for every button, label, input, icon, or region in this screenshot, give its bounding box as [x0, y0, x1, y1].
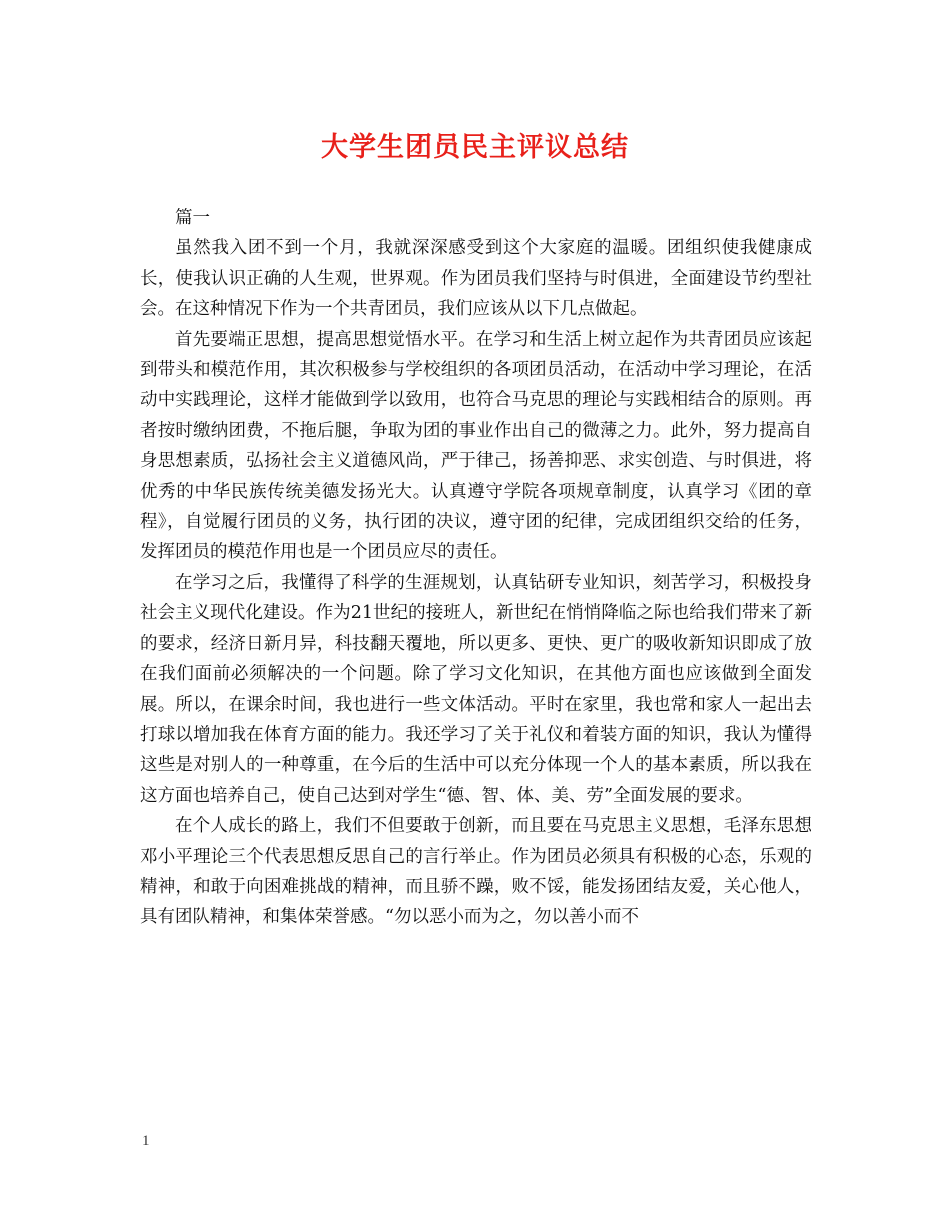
paragraph-4: 在个人成长的路上，我们不但要敢于创新，而且要在马克思主义思想，毛泽东思想邓小平理论三个代表思想反思自己的言行举止。作为团员必须具有积极的心态，乐观的精神，和敢于向困难挑战的精神，而且骄不躁，败不馁，能发扬团结友爱，关心他人，具有团队精神，和集体荣誉感。“勿以恶小而为之，勿以善小而不	[140, 816, 812, 928]
paragraph-2: 首先要端正思想，提高思想觉悟水平。在学习和生活上树立起作为共青团员应该起到带头和模范作用，其次积极参与学校组织的各项团员活动，在活动中学习理论，在活动中实践理论，这样才能做到学以致用，也符合马克思的理论与实践相结合的原则。再者按时缴纳团费，不拖后腿，争取为团的事业作出自己的微薄之力。此外，努力提高自身思想素质，弘扬社会主义道德风尚，严于律己，扬善抑恶、求实创造、与时俱进，将优秀的中华民族传统美德发扬光大。认真遵守学院各项规章制度，认真学习《团的章程》，自觉履行团员的义务，执行团的决议，遵守团的纪律，完成团组织交给的任务，发挥团员的模范作用也是一个团员应尽的责任。	[140, 329, 812, 563]
paragraph-1: 虽然我入团不到一个月，我就深深感受到这个大家庭的温暖。团组织使我健康成长，使我认识正确的人生观，世界观。作为团员我们坚持与时俱进，全面建设节约型社会。在这种情况下作为一个共青团员，我们应该从以下几点做起。	[140, 238, 812, 320]
paragraph-3: 在学习之后，我懂得了科学的生涯规划，认真钻研专业知识，刻苦学习，积极投身社会主义现代化建设。作为21世纪的接班人，新世纪在悄悄降临之际也给我们带来了新的要求，经济日新月异，科技翻天覆地，所以更多、更快、更广的吸收新知识即成了放在我们面前必须解决的一个问题。除了学习文化知识，在其他方面也应该做到全面发展。所以，在课余时间，我也进行一些文体活动。平时在家里，我也常和家人一起出去打球以增加我在体育方面的能力。我还学习了关于礼仪和着装方面的知识，我认为懂得这些是对别人的一种尊重，在今后的生活中可以充分体现一个人的基本素质，所以我在这方面也培养自己，使自己达到对学生“德、智、体、美、劳”全面发展的要求。	[140, 572, 812, 806]
document-title: 大学生团员民主评议总结	[321, 132, 629, 163]
section-label: 篇一	[175, 208, 210, 228]
page-number: 1	[142, 1133, 150, 1149]
document-body	[140, 203, 812, 933]
